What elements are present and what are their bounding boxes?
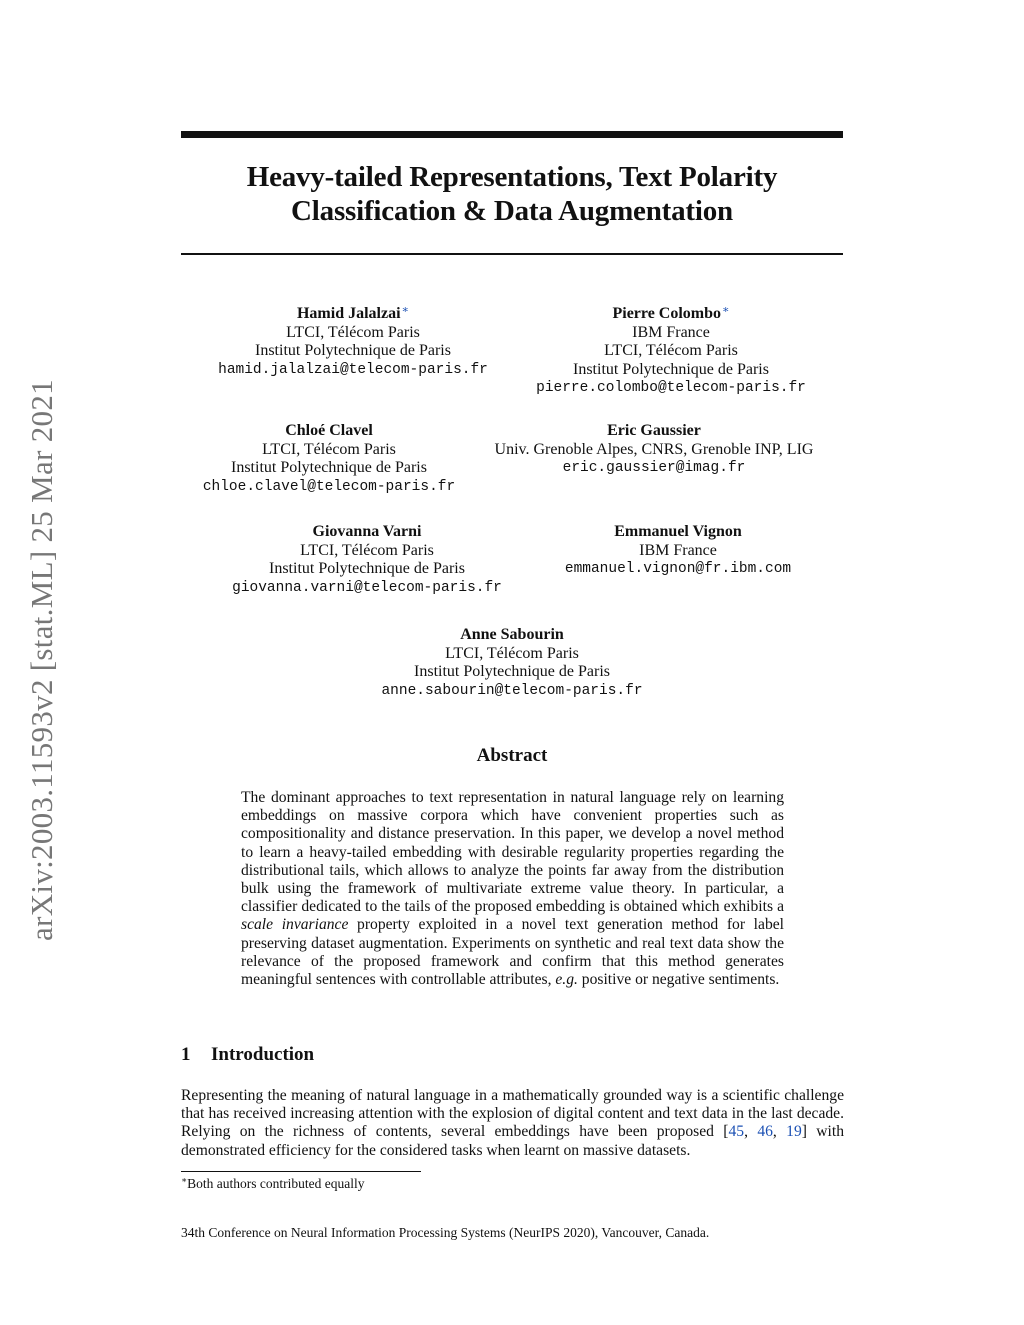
citation-bracket: [ bbox=[723, 1123, 729, 1141]
author-name: Eric Gaussier bbox=[607, 422, 701, 439]
intro-paragraph bbox=[181, 1087, 844, 1160]
citation-link[interactable]: 46 bbox=[757, 1123, 773, 1141]
footnote bbox=[181, 1175, 364, 1192]
intro-text: Representing the meaning of natural language in a mathematically grounded way is a scientific challenge that has received increasing attention with the explosion of digital content and text data in the last decade. Relying on the richness of contents, several embeddings have been proposed bbox=[181, 1087, 844, 1141]
section-heading bbox=[181, 1044, 314, 1066]
author-block bbox=[218, 301, 488, 379]
author-block bbox=[203, 422, 455, 496]
author-affiliation: LTCI, Télécom Paris bbox=[300, 541, 434, 559]
author-affiliation: LTCI, Télécom Paris bbox=[604, 342, 738, 359]
arxiv-identifier: arXiv:2003.11593v2 [stat.ML] 25 Mar 2021 bbox=[24, 379, 59, 941]
author-affiliation: Institut Polytechnique de Paris bbox=[255, 342, 451, 359]
author-email: eric.gaussier@imag.fr bbox=[562, 460, 746, 476]
intro-text: with demonstrated efficiency for the considered tasks when learnt on massive datasets. bbox=[181, 1123, 845, 1159]
author-block bbox=[565, 523, 791, 579]
author-block bbox=[232, 523, 502, 597]
author-name: Chloé Clavel bbox=[285, 422, 373, 439]
author-affiliation: LTCI, Télécom Paris bbox=[262, 440, 396, 458]
author-name: Hamid Jalalzai bbox=[296, 305, 401, 322]
author-email: chloe.clavel@telecom-paris.fr bbox=[202, 478, 456, 495]
abstract-part: property exploited in a novel text generation method for label preserving dataset augmentation. Experiments on synthetic and real text data show the relevance of the proposed framework and confirm that this method generates meaningful sentences with controllable attributes, bbox=[241, 916, 784, 989]
author-email: anne.sabourin@telecom-paris.fr bbox=[381, 682, 643, 699]
author-affiliation: Institut Polytechnique de Paris bbox=[414, 663, 610, 680]
paper-title bbox=[181, 160, 843, 228]
equal-contribution-mark[interactable]: ∗ bbox=[401, 304, 410, 316]
citation-link[interactable]: 45 bbox=[728, 1123, 745, 1141]
citation-separator: , bbox=[744, 1123, 758, 1141]
author-name: Anne Sabourin bbox=[460, 626, 564, 643]
author-block bbox=[381, 626, 642, 700]
title-rule-bottom bbox=[181, 253, 843, 255]
equal-contribution-mark[interactable]: ∗ bbox=[722, 304, 730, 316]
author-email: hamid.jalalzai@telecom-paris.fr bbox=[218, 361, 488, 378]
author-email: pierre.colombo@telecom-paris.fr bbox=[536, 380, 806, 396]
citation-bracket: ] bbox=[801, 1123, 807, 1141]
author-affiliation: Institut Polytechnique de Paris bbox=[573, 360, 769, 378]
abstract-heading: Abstract bbox=[476, 745, 548, 766]
abstract-part: positive or negative sentiments. bbox=[577, 971, 780, 989]
title-rule-top bbox=[181, 131, 843, 138]
author-name: Giovanna Varni bbox=[312, 523, 422, 540]
abstract-emphasis: scale invariance bbox=[241, 916, 349, 934]
author-affiliation: Institut Polytechnique de Paris bbox=[231, 459, 427, 476]
author-affiliation: LTCI, Télécom Paris bbox=[445, 644, 579, 662]
title-line-2: Classification & Data Augmentation bbox=[291, 195, 733, 227]
abstract-emphasis: e.g. bbox=[555, 971, 578, 989]
author-block bbox=[536, 301, 806, 398]
abstract-part: The dominant approaches to text representation in natural language rely on learning embeddings on massive corpora which have convenient properties such as compositionality and distance preservation. In this paper, we develop a novel method to learn a heavy-tailed embedding with desirable regularity properties regarding the distributional tails, which allows to analyze the points far away from the distribution bulk using the framework of multivariate extreme value theory. In particular, a classifier dedicated to the tails of the proposed embedding is obtained which exhibits a bbox=[241, 789, 784, 916]
footnote-mark: ∗ bbox=[181, 1175, 188, 1185]
footnote-text: Both authors contributed equally bbox=[187, 1176, 365, 1191]
conference-note: 34th Conference on Neural Information Processing Systems (NeurIPS 2020), Vancouver, Canada. bbox=[181, 1225, 710, 1240]
citation-link[interactable]: 19 bbox=[786, 1123, 802, 1141]
author-name: Pierre Colombo bbox=[612, 305, 722, 322]
footnote-rule bbox=[181, 1171, 421, 1172]
author-email: emmanuel.vignon@fr.ibm.com bbox=[564, 561, 792, 577]
author-affiliation: LTCI, Télécom Paris bbox=[286, 323, 420, 341]
title-line-1: Heavy-tailed Representations, Text Polarity bbox=[246, 161, 778, 193]
author-affiliation: IBM France bbox=[632, 323, 710, 341]
author-affiliation: Institut Polytechnique de Paris bbox=[269, 560, 465, 577]
author-email: giovanna.varni@telecom-paris.fr bbox=[232, 579, 502, 596]
section-number: 1 bbox=[181, 1044, 191, 1065]
author-block bbox=[495, 422, 814, 478]
citation-separator: , bbox=[772, 1123, 787, 1141]
author-affiliation: Univ. Grenoble Alpes, CNRS, Grenoble INP, LIG bbox=[494, 440, 814, 458]
section-title: Introduction bbox=[211, 1044, 315, 1065]
author-affiliation: IBM France bbox=[639, 541, 717, 559]
author-name: Emmanuel Vignon bbox=[614, 523, 742, 540]
abstract-text bbox=[241, 789, 784, 989]
